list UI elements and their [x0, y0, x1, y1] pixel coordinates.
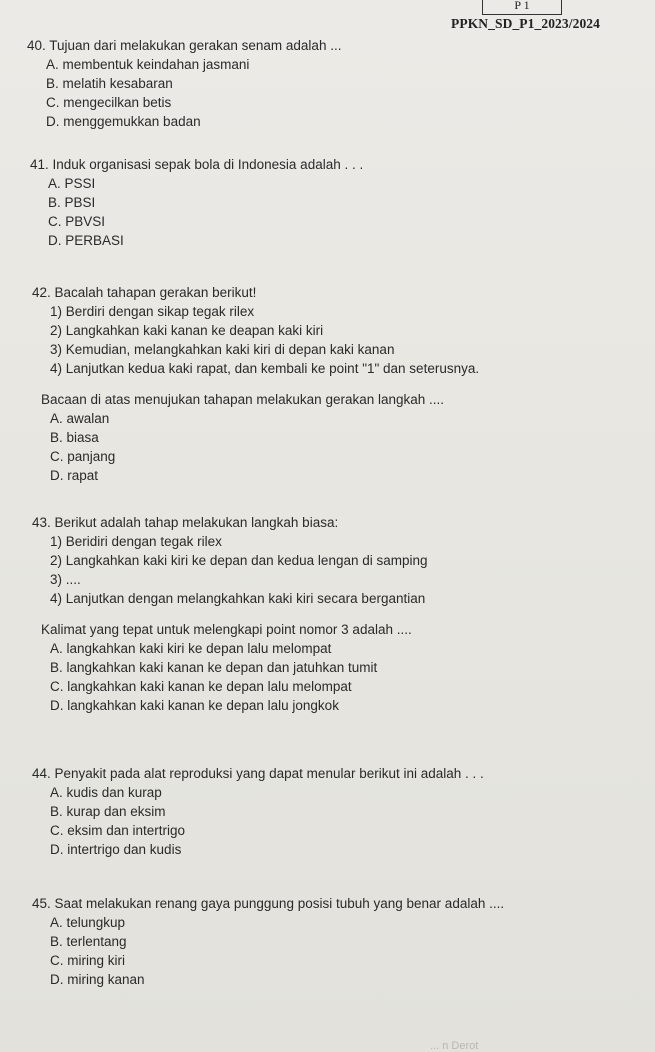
- option-c: C. langkahkan kaki kanan ke depan lalu melompat: [50, 679, 352, 694]
- option-a: A. kudis dan kurap: [50, 785, 162, 800]
- question-stem: 42. Bacalah tahapan gerakan berikut!: [32, 285, 257, 300]
- step-4: 4) Lanjutkan dengan melangkahkan kaki kiri secara bergantian: [50, 591, 426, 606]
- option-b: B. kurap dan eksim: [50, 804, 166, 819]
- exam-code: PPKN_SD_P1_2023/2024: [451, 16, 600, 31]
- page-number-text: P 1: [514, 0, 530, 12]
- question-stem: 45. Saat melakukan renang gaya punggung posisi tubuh yang benar adalah ....: [32, 896, 505, 911]
- option-a: A. langkahkan kaki kiri ke depan lalu melompat: [50, 641, 332, 656]
- option-b: B. PBSI: [48, 195, 96, 210]
- option-c: C. eksim dan intertrigo: [50, 823, 186, 838]
- step-2: 2) Langkahkan kaki kiri ke depan dan kedua lengan di samping: [50, 553, 428, 568]
- question-43: [32, 513, 428, 715]
- question-stem: 44. Penyakit pada alat reproduksi yang dapat menular berikut ini adalah . . .: [32, 766, 484, 781]
- step-3: 3) Kemudian, melangkahkan kaki kiri di depan kaki kanan: [50, 342, 395, 357]
- option-d: D. langkahkan kaki kanan ke depan lalu jongkok: [50, 698, 339, 713]
- step-1: 1) Beridiri dengan tegak rilex: [50, 534, 222, 549]
- step-3: 3) ....: [50, 572, 81, 587]
- option-b: B. melatih kesabaran: [46, 76, 173, 91]
- option-c: C. panjang: [50, 449, 116, 464]
- option-b: B. terlentang: [50, 934, 127, 949]
- question-prompt: Kalimat yang tepat untuk melengkapi point nomor 3 adalah ....: [41, 622, 412, 637]
- option-d: D. menggemukkan badan: [46, 114, 201, 129]
- question-44: [32, 764, 484, 859]
- footer-faded-text: ... n Derot: [430, 1040, 479, 1052]
- option-d: D. intertrigo dan kudis: [50, 842, 182, 857]
- question-42: [32, 283, 479, 485]
- question-stem: 43. Berikut adalah tahap melakukan langkah biasa:: [32, 515, 339, 530]
- option-b: B. biasa: [50, 430, 99, 445]
- question-prompt: Bacaan di atas menujukan tahapan melakukan gerakan langkah ....: [41, 392, 445, 407]
- question-40: [27, 36, 341, 131]
- question-stem: 40. Tujuan dari melakukan gerakan senam adalah ...: [27, 38, 342, 53]
- option-c: C. PBVSI: [48, 214, 106, 229]
- question-41: [30, 155, 363, 250]
- step-1: 1) Berdiri dengan sikap tegak rilex: [50, 304, 255, 319]
- question-45: [32, 894, 504, 989]
- option-c: C. mengecilkan betis: [46, 95, 172, 110]
- step-2: 2) Langkahkan kaki kanan ke deapan kaki kiri: [50, 323, 324, 338]
- option-c: C. miring kiri: [50, 953, 126, 968]
- question-stem: 41. Induk organisasi sepak bola di Indonesia adalah . . .: [30, 157, 364, 172]
- option-a: A. awalan: [50, 411, 110, 426]
- option-a: A. telungkup: [50, 915, 126, 930]
- option-d: D. miring kanan: [50, 972, 145, 987]
- option-d: D. rapat: [50, 468, 99, 483]
- option-b: B. langkahkan kaki kanan ke depan dan jatuhkan tumit: [50, 660, 378, 675]
- option-a: A. PSSI: [48, 176, 96, 191]
- option-d: D. PERBASI: [48, 233, 124, 248]
- step-4: 4) Lanjutkan kedua kaki rapat, dan kembali ke point "1" dan seterusnya.: [50, 361, 480, 376]
- page-number-box: [482, 0, 562, 15]
- option-a: A. membentuk keindahan jasmani: [46, 57, 250, 72]
